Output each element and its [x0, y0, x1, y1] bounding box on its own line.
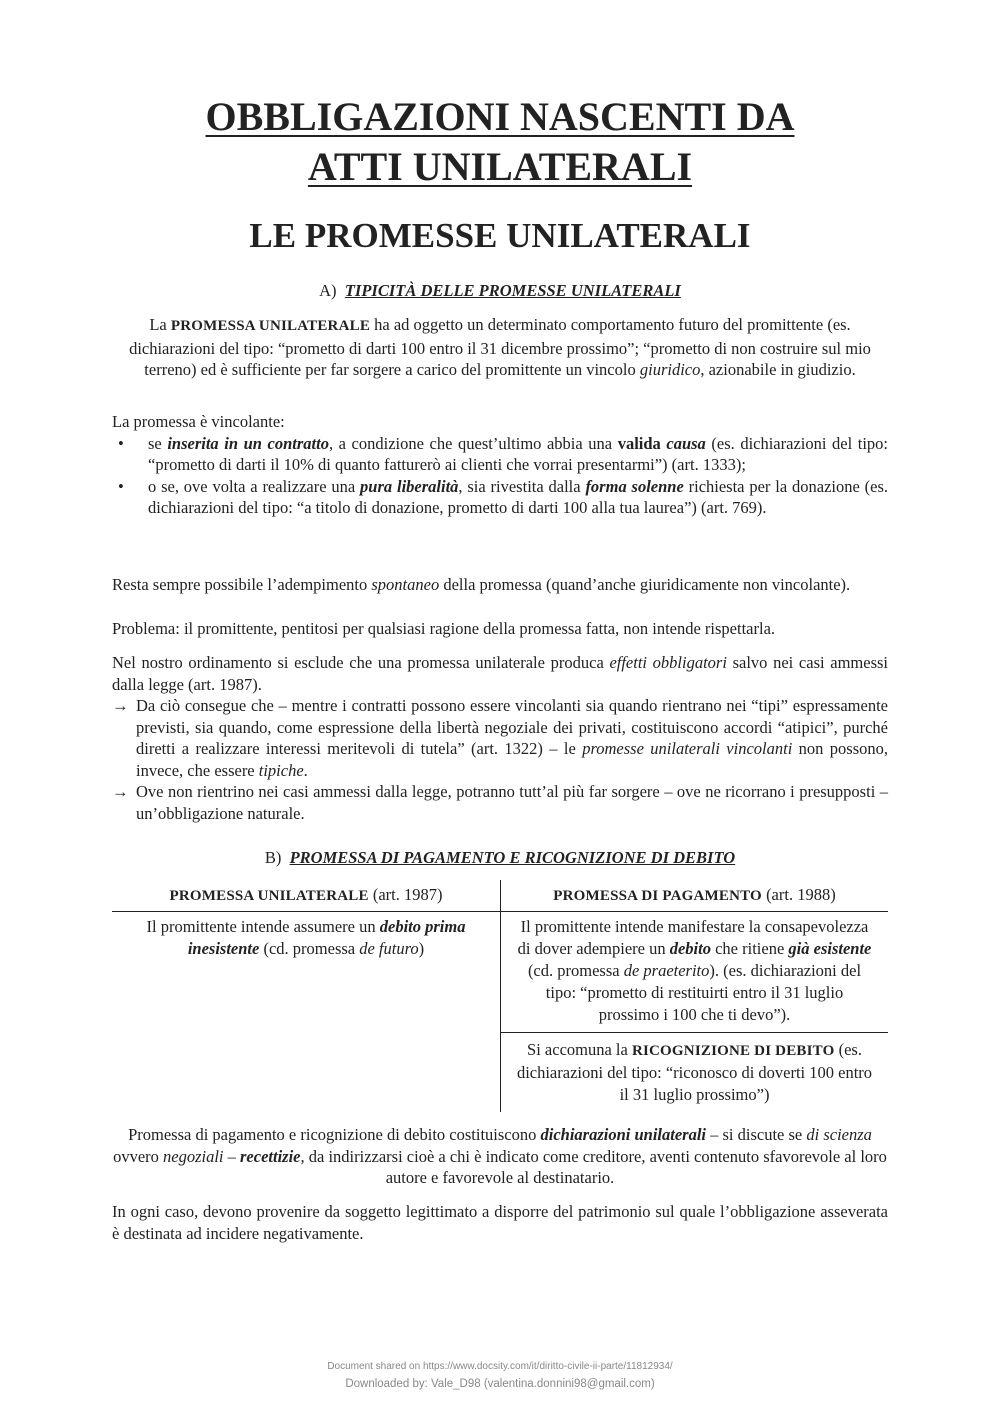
closing-text: ovvero: [113, 1146, 164, 1166]
closing-text: –: [223, 1146, 241, 1166]
binding-lead: La promessa è vincolante:: [112, 412, 285, 431]
cell-text: (cd. promessa: [259, 939, 360, 958]
arrow-right-icon: →: [112, 696, 129, 715]
bullet-emph: pura liberalità: [360, 476, 459, 496]
header-term: PROMESSA UNILATERALE: [169, 888, 369, 904]
section-a-title: TIPICITÀ DELLE PROMESSE UNILATERALI: [344, 281, 681, 300]
arrow-emph: tipiche: [258, 760, 304, 780]
header-ref: (art. 1987): [368, 885, 443, 904]
ord-emph: effetti obbligatori: [609, 653, 727, 672]
spontaneous-paragraph: [112, 574, 888, 596]
spont-emph: spontaneo: [371, 575, 440, 594]
closing-text: Promessa di pagamento e ricognizione di debito costituiscono: [128, 1125, 541, 1144]
bullet-text: (es. dichiarazioni del tipo: “prometto di darti il 10% di quanto fatturerò ai clienti che vorrai presentarmi”) (art. 1333);: [148, 433, 889, 474]
table-cell-right-extra: [501, 1033, 889, 1113]
final-paragraph: In ogni caso, devono provenire da soggetto legittimato a disporre del patrimonio sul quale l’obbligazione asseverata è destinata ad incidere negativamente.: [112, 1202, 888, 1243]
intro-text-2: ha ad oggetto un determinato comportamento futuro del promittente (es. dichiarazioni del tipo: “prometto di darti 100 entro il 31 dicembre prossimo”; “prometto di non costruire sul mio terreno) ed è sufficiente per far sorgere a carico del promittente un vincolo: [129, 315, 871, 379]
list-item: [112, 476, 888, 519]
section-b-heading: [112, 847, 888, 869]
arrow-paragraph: [112, 695, 888, 781]
arrow-right-icon: →: [112, 782, 129, 801]
bullet-text: , sia rivestita dalla: [458, 476, 586, 496]
comparison-table: [112, 880, 888, 1112]
closing-paragraph: [112, 1124, 888, 1189]
closing-text: , da indirizzarsi cioè a chi è indicato come creditore, aventi contenuto sfavorevole al loro autore e favorevole al destinatario.: [300, 1146, 887, 1187]
bullet-text: o se, ove volta a realizzare una: [148, 476, 361, 496]
table-cell-left: [112, 912, 501, 1113]
arrow-text: Da ciò consegue che – mentre i contratti possono essere vincolanti sia quando rientrano nei “tipi” espressamente previsti, sia quando, come espressione della libertà negoziale dei privati, costituiscono accordi “atipici”, purché diretti a realizzare interessi meritevoli di tutela” (art. 1322) – le: [136, 696, 888, 758]
intro-text-1: La: [149, 315, 171, 334]
comparison-table-wrap: [112, 880, 888, 1112]
bullet-emph: inserita in un contratto: [167, 433, 329, 453]
header-ref: (art. 1988): [761, 885, 836, 904]
section-b-letter: B): [264, 848, 282, 867]
footer-shared: Document shared on https://www.docsity.com/it/diritto-civile-ii-parte/11812934/: [327, 1361, 673, 1372]
binding-section: [112, 411, 888, 519]
table-cell-right: [501, 912, 889, 1033]
closing-italic: negoziali: [163, 1146, 224, 1166]
cell-text: Il promittente intende manifestare la consapevolezza di dover adempiere un: [517, 917, 869, 958]
section-a-heading: [112, 280, 888, 302]
closing-emph: dichiarazioni unilaterali: [540, 1125, 706, 1144]
arrow-emph: promesse unilaterali vincolanti: [582, 739, 793, 758]
document-subtitle: LE PROMESSE UNILATERALI: [249, 216, 751, 255]
cell-text: ). (es. dichiarazioni del tipo: “prometto di restituirti entro il 31 luglio prossimo i 100 che ti devo”).: [545, 961, 862, 1024]
cell-text: (cd. promessa: [527, 961, 624, 980]
cell-italic: de futuro: [359, 939, 419, 958]
bullet-bold: valida: [617, 433, 661, 453]
cell-text: (es. dichiarazioni del tipo: “riconosco di doverti 100 entro il 31 luglio prossimo”): [516, 1040, 873, 1104]
intro-text-3: , azionabile in giudizio.: [700, 360, 856, 379]
intro-giuridico: giuridico: [639, 360, 701, 379]
document-title: [112, 92, 888, 192]
list-item: [112, 433, 888, 476]
cell-emph: già esistente: [788, 939, 872, 958]
cell-text: Si accomuna la: [527, 1040, 632, 1059]
bullet-icon: •: [118, 476, 124, 496]
ordinamento-paragraph: [112, 652, 888, 695]
cell-text: Il promittente intende assumere un: [146, 917, 380, 936]
table-header-right: [501, 880, 889, 912]
spont-text: della promessa (quand’anche giuridicamente non vincolante).: [439, 575, 851, 594]
table-row: [112, 912, 888, 1033]
arrow-text: Ove non rientrino nei casi ammessi dalla legge, potranno tutt’al più far sorgere – ove ne ricorrano i presupposti – un’obbligazione naturale.: [136, 782, 888, 823]
bullet-text: , a condizione che quest’ultimo abbia una: [328, 433, 618, 453]
table-header-row: [112, 880, 888, 912]
footer-downloaded: Downloaded by: Vale_D98 (valentina.donnini98@gmail.com): [345, 1378, 655, 1390]
bullet-emph: causa: [666, 433, 706, 453]
ord-text: salvo nei casi ammessi dalla legge (art. 1987).: [112, 653, 888, 694]
ordinamento-section: [112, 652, 888, 824]
title-line-2: ATTI UNILATERALI: [307, 144, 693, 189]
cell-emph: debito prima inesistente: [187, 917, 466, 958]
section-b-title: PROMESSA DI PAGAMENTO E RICOGNIZIONE DI DEBITO: [289, 848, 736, 867]
bullet-text: richiesta per la donazione (es. dichiarazioni del tipo: “a titolo di donazione, prometto di darti 100 alla tua laurea”) (art. 769).: [148, 476, 888, 517]
closing-text: – si discute se: [706, 1125, 807, 1144]
cell-term: RICOGNIZIONE DI DEBITO: [631, 1043, 835, 1059]
cell-italic: de praeterito: [623, 961, 710, 980]
spont-text: Resta sempre possibile l’adempimento: [112, 575, 372, 594]
section-a-letter: A): [319, 281, 337, 300]
bullet-icon: •: [118, 433, 124, 453]
header-term: PROMESSA DI PAGAMENTO: [553, 888, 762, 904]
problem-paragraph: Problema: il promittente, pentitosi per qualsiasi ragione della promessa fatta, non intende rispettarla.: [112, 619, 776, 638]
title-line-1: OBBLIGAZIONI NASCENTI DA: [205, 94, 795, 139]
bullet-text: se: [148, 433, 168, 453]
bullet-emph: forma solenne: [585, 476, 684, 496]
closing-italic: di scienza: [806, 1125, 872, 1144]
intro-paragraph: [112, 314, 888, 381]
arrow-text: .: [303, 760, 308, 780]
cell-text: ): [418, 939, 425, 958]
ord-text: Nel nostro ordinamento si esclude che una promessa unilaterale produca: [112, 653, 610, 672]
intro-term: PROMESSA UNILATERALE: [170, 318, 371, 334]
arrow-paragraph: [112, 781, 888, 824]
closing-emph: recettizie: [240, 1146, 301, 1166]
binding-list: [112, 433, 888, 519]
cell-emph: debito: [669, 939, 711, 958]
table-header-left: [112, 880, 501, 912]
arrow-text: non possono, invece, che essere: [136, 739, 889, 780]
cell-text: che ritiene: [710, 939, 789, 958]
